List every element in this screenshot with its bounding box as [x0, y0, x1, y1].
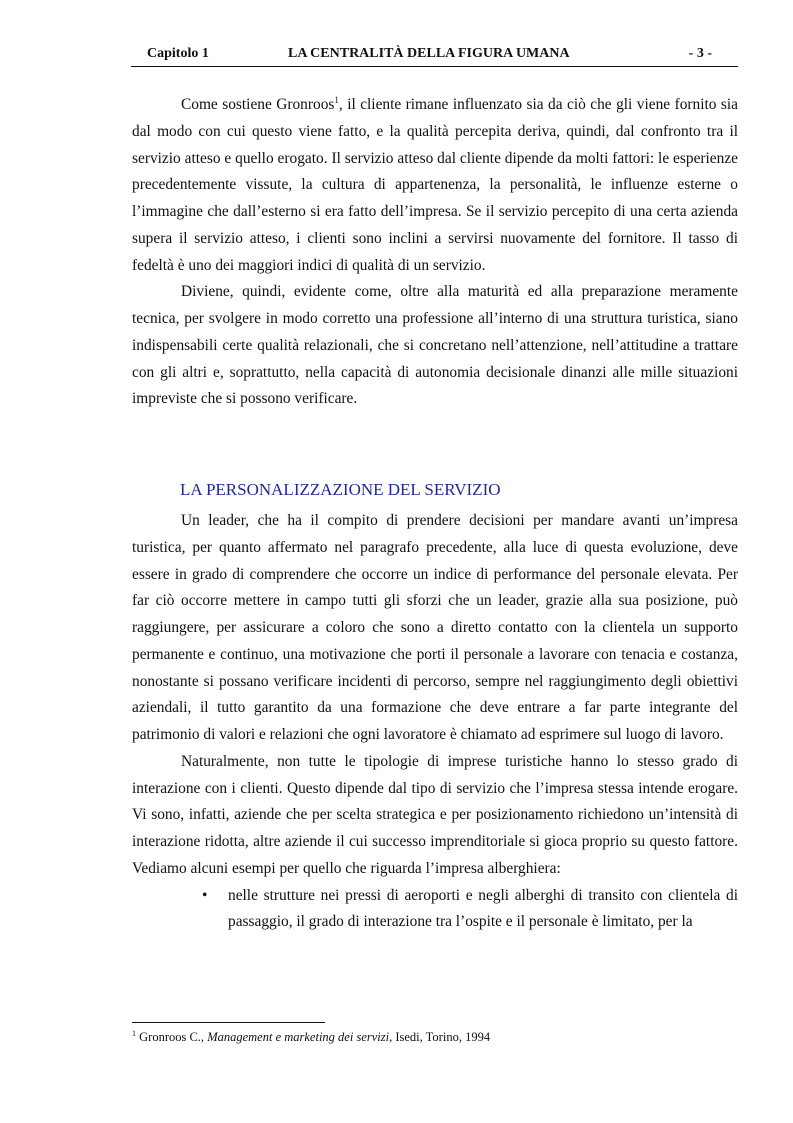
header-page-number: - 3 - — [688, 46, 712, 61]
paragraph — [132, 92, 738, 279]
header-rule — [131, 66, 738, 67]
paragraph-text: Come sostiene Gronroos — [181, 96, 335, 113]
header-chapter-title: LA CENTRALITÀ DELLA FIGURA UMANA — [288, 46, 570, 61]
paragraph: Diviene, quindi, evidente come, oltre alla maturità ed alla preparazione meramente tecnica, per svolgere in modo corretto una professione all’interno di una struttura turistica, siano indispensabili certe qualità relazionali, che si concretano nell’attenzione, nell’attitudine a trattare con gli altri e, soprattutto, nella capacità di autonomia decisionale dinanzi alle mille situazioni impreviste che si possono verificare. — [132, 283, 738, 408]
paragraph-text: , il cliente rimane influenzato sia da ciò che gli viene fornito sia dal modo con cui questo viene fatto, e la qualità percepita deriva, quindi, dal confronto tra il servizio atteso e quello erogato. Il servizio atteso dal cliente dipende da molti fattori: le esperienze precedentemente vissute, la cultura di appartenenza, la personalità, le influenze esterne o l’immagine che dall’esterno si era fatto dell’impresa. Se il servizio percepito di una certa azienda supera il servizio atteso, i clienti sono inclini a servirsi nuovamente del fornitore. Il tasso di fedeltà è uno dei maggiori indici di qualità di un servizio. — [132, 96, 738, 274]
section-heading: LA PERSONALIZZAZIONE DEL SERVIZIO — [180, 480, 501, 499]
footnote-book-title: Management e marketing dei servizi — [207, 1030, 390, 1044]
running-header — [131, 46, 738, 66]
bullet-icon: • — [202, 886, 208, 904]
footnote-ref[interactable]: 1 — [334, 95, 339, 105]
section-personalizzazione — [132, 508, 738, 936]
header-chapter: Capitolo 1 — [147, 46, 209, 61]
paragraph: Naturalmente, non tutte le tipologie di imprese turistiche hanno lo stesso grado di interazione con i clienti. Questo dipende dal tipo di servizio che l’impresa stessa intende erogare. Vi sono, infatti, aziende che per scelta strategica e per posizionamento richiedono un’intensità di interazione ridotta, altre aziende il cui successo imprenditoriale si gioca proprio su questo fattore. Vediamo alcuni esempi per quello che riguarda l’impresa alberghiera: — [132, 752, 738, 877]
section-intro — [132, 92, 738, 413]
list-item — [132, 883, 738, 937]
footnote-rule — [132, 1022, 325, 1023]
paragraph: Un leader, che ha il compito di prendere decisioni per mandare avanti un’impresa turistica, per quanto affermato nel paragrafo precedente, alla luce di questa evoluzione, deve essere in grado di comprendere che occorre un indice di performance del personale elevata. Per far ciò occorre mettere in campo tutti gli sforzi che un leader, grazie alla sua posizione, può raggiungere, per assicurare a coloro che sono a diretto contatto con la clientela un supporto permanente e continuo, una motivazione che porti il personale a lavorare con tenacia e costanza, nonostante si possano verificare incidenti di percorso, sempre nel raggiungimento degli obiettivi aziendali, il tutto garantito da una formazione che deve entrare a far parte integrante del patrimonio di valori e relazioni che ogni lavoratore è chiamato ad esprimere sul luogo di lavoro. — [132, 512, 738, 743]
footnote-text: Gronroos C., — [136, 1030, 208, 1044]
footnote — [132, 1030, 490, 1045]
footnote-text: , Isedi, Torino, 1994 — [389, 1030, 491, 1044]
footnote-number: 1 — [132, 1029, 136, 1038]
list-item-text: nelle strutture nei pressi di aeroporti e negli alberghi di transito con clientela di passaggio, il grado di interazione tra l’ospite e il personale è limitato, per la — [228, 886, 738, 931]
bullet-list — [132, 883, 738, 937]
